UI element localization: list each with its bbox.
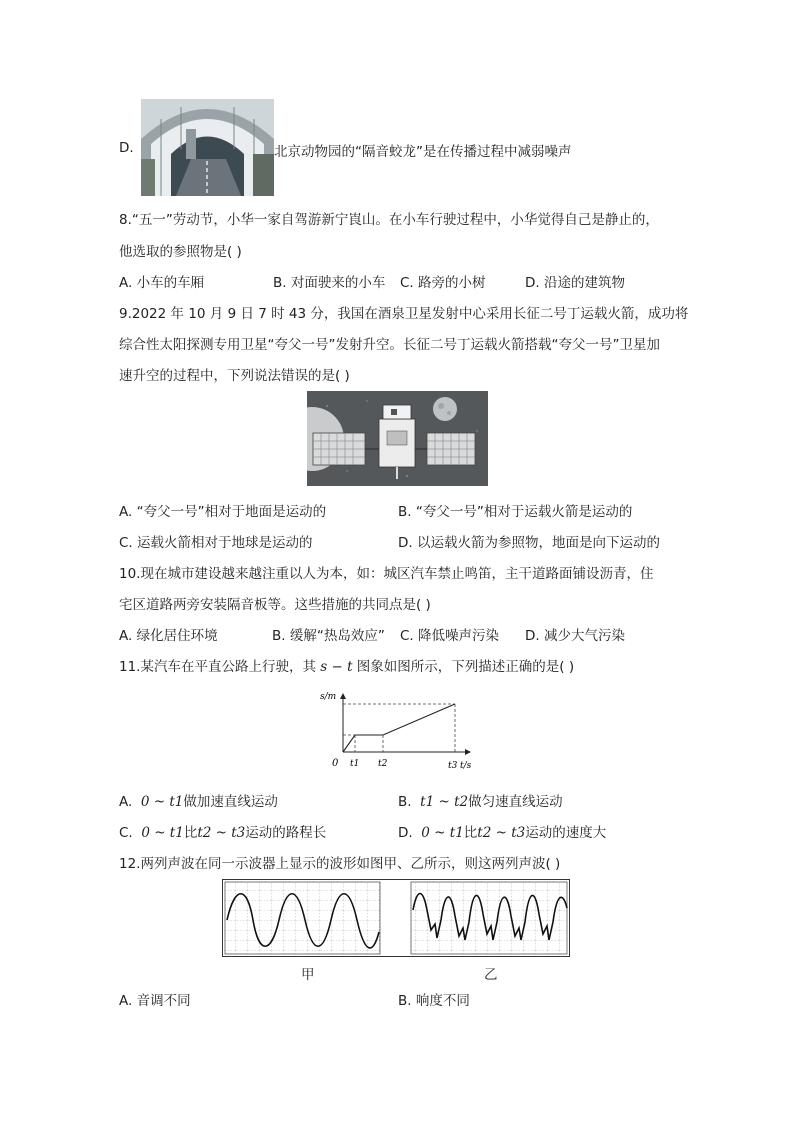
q11-option-d-math2: t2 ~ t3 [477,825,526,841]
q11-stem-pre: 11.某汽车在平直公路上行驶，其 [119,659,321,675]
sound-barrier-tunnel-photo [141,99,274,196]
graph-t2: t2 [378,759,388,769]
graph-t1: t1 [350,759,360,769]
q11-option-c-text: 运动的路程长 [245,825,327,841]
s-t-graph [318,686,478,772]
q8-option-d: D. 沿途的建筑物 [525,275,625,291]
q9-stem-line1: 9.2022 年 10 月 9 日 7 时 43 分，我国在酒泉卫星发射中心采用长征二号丁运载火箭，成功将 [119,306,689,322]
q11-option-d-label: D. [398,825,413,841]
oscilloscope-waveforms [222,879,570,957]
q10-option-c: C. 降低噪声污染 [400,628,500,644]
waveform-label-jia: 甲 [301,967,315,983]
q11-option-d-text: 运动的速度大 [525,825,607,841]
q11-option-d [398,821,606,841]
q10-option-b: B. 缓解“热岛效应” [272,628,385,644]
q11-option-b-label: B. [398,794,412,810]
q8-stem-line1: 8.“五一”劳动节，小华一家自驾游新宁崀山。在小车行驶过程中，小华觉得自己是静止的， [119,212,659,228]
q12-option-a: A. 音调不同 [119,993,191,1009]
q11-option-d-math1: 0 ~ t1 [421,825,464,841]
q10-option-d: D. 减少大气污染 [525,628,625,644]
q11-option-b [398,790,563,810]
q11-option-c-label: C. [119,825,133,841]
q11-option-c-math2: t2 ~ t3 [197,825,246,841]
q11-option-a-math: 0 ~ t1 [140,794,184,810]
q11-option-c [119,821,326,841]
waveform-label-yi: 乙 [484,967,498,983]
q12-stem: 12.两列声波在同一示波器上显示的波形如图甲、乙所示，则这两列声波( ) [119,856,561,872]
q7-option-d-label: D. [119,140,134,156]
satellite-image [307,391,488,486]
q7-option-d-text: 北京动物园的“隔音蛟龙”是在传播过程中减弱噪声 [274,144,572,160]
q11-option-a-text: 做加速直线运动 [183,794,278,810]
graph-t3: t3 [448,761,458,771]
q11-option-c-mid: 比 [183,825,198,841]
q11-option-b-math: t1 ~ t2 [420,794,469,810]
q10-option-a: A. 绿化居住环境 [119,628,218,644]
q11-stem-post: 图象如图所示，下列描述正确的是( ) [352,659,575,675]
q9-stem-line3: 速升空的过程中，下列说法错误的是( ) [119,368,350,384]
q12-option-b: B. 响度不同 [398,993,470,1009]
q11-stem-math: s − t [320,659,353,675]
q11-option-a-label: A. [119,794,133,810]
q10-stem-line2: 宅区道路两旁安装隔音板等。这些措施的共同点是( ) [119,597,431,613]
q8-stem-line2: 他选取的参照物是( ) [119,244,242,260]
q8-option-a: A. 小车的车厢 [119,275,205,291]
q11-stem [119,655,574,675]
q9-option-c: C. 运载火箭相对于地球是运动的 [119,535,313,551]
q11-option-c-math1: 0 ~ t1 [141,825,184,841]
q11-option-a [119,790,278,810]
q9-option-a: A. “夸父一号”相对于地面是运动的 [119,504,327,520]
q9-stem-line2: 综合性太阳探测专用卫星“夸父一号”发射升空。长征二号丁运载火箭搭载“夸父一号”卫星加 [119,337,660,353]
graph-origin: 0 [332,758,339,769]
q11-option-b-text: 做匀速直线运动 [468,794,563,810]
q9-option-d: D. 以运载火箭为参照物，地面是向下运动的 [398,535,660,551]
q9-option-b: B. “夸父一号”相对于运载火箭是运动的 [398,504,633,520]
q11-option-d-mid: 比 [463,825,478,841]
q10-stem-line1: 10.现在城市建设越来越注重以人为本，如：城区汽车禁止鸣笛，主干道路面铺设沥青，住 [119,566,654,582]
graph-y-label: s/m [320,692,337,702]
q8-option-c: C. 路旁的小树 [400,275,486,291]
graph-x-label: t/s [460,761,472,771]
q8-option-b: B. 对面驶来的小车 [273,275,386,291]
